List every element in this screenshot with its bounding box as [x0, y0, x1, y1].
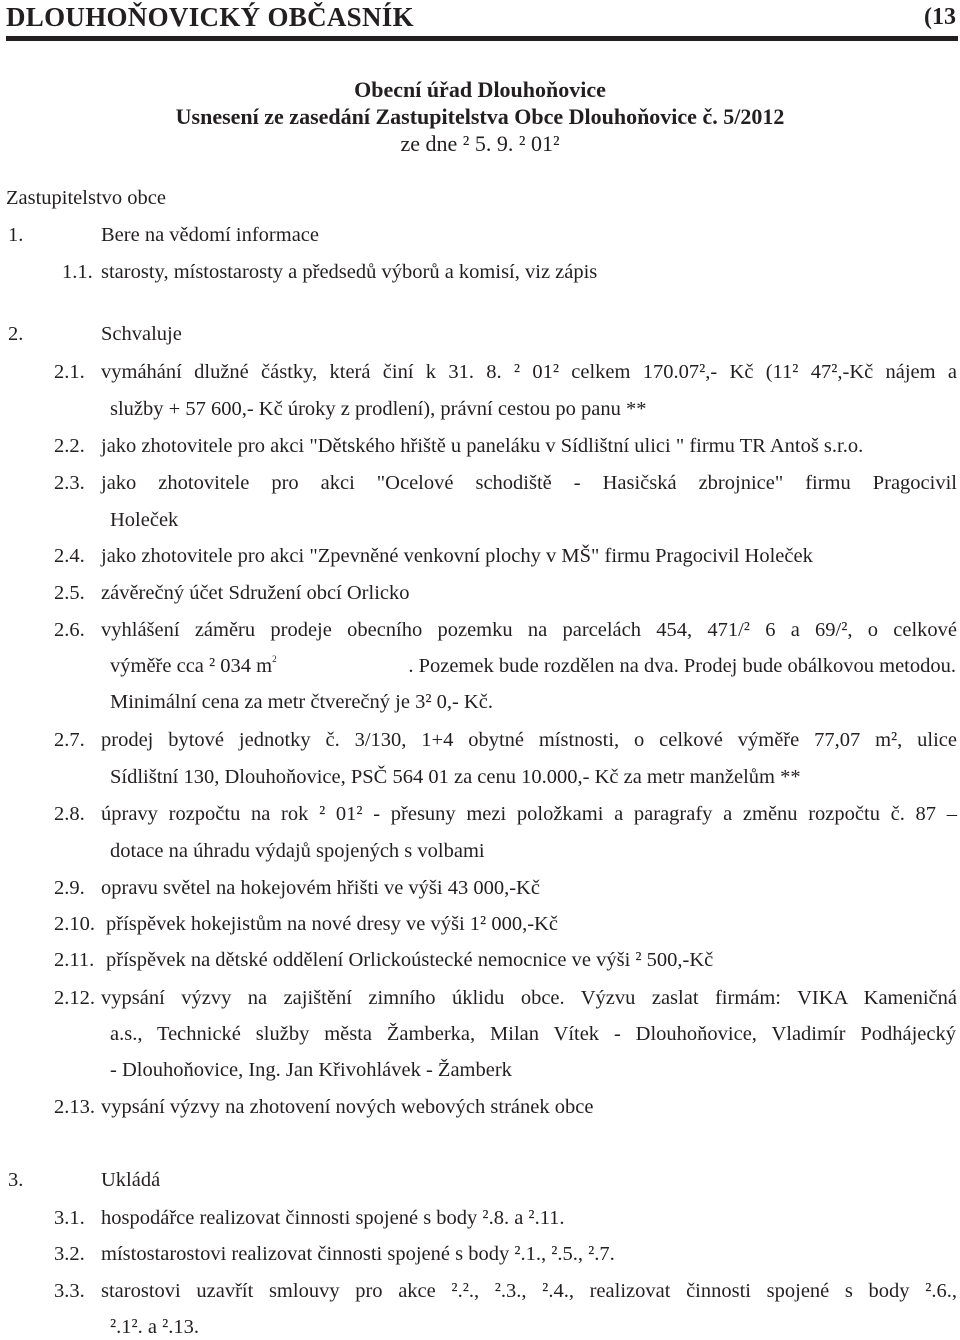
item-2-3-number: 2.3. [54, 472, 85, 494]
item-2-3-line-2: Holeček [110, 509, 179, 531]
item-2-1-line-2: služby + 57 600,- Kč úroky z prodlení), právní cestou po panu ** [110, 398, 647, 420]
item-2-7-number: 2.7. [54, 729, 85, 751]
item-2-6-area-part [110, 653, 277, 679]
item-3-1-number: 3.1. [54, 1207, 85, 1229]
item-2-6-area-text: výměře cca ² 034 m [110, 655, 273, 677]
item-2-6-line-2 [110, 653, 956, 679]
item-2-11-number: 2.11. [54, 949, 95, 971]
item-2-6-rest-part: . Pozemek bude rozdělen na dva. Prodej bude obálkovou metodou. [408, 655, 956, 677]
item-2-6-line-1: vyhlášení záměru prodeje obecního pozemku na parcelách 454, 471/² 6 a 69/², o celkové [101, 619, 957, 641]
item-2-8-line-2: dotace na úhradu výdajů spojených s volbami [110, 840, 485, 862]
item-2-9-line-1: opravu světel na hokejovém hřišti ve výši 43 000,-Kč [101, 877, 540, 899]
item-2-5-number: 2.5. [54, 582, 85, 604]
publication-title: DLOUHOŇOVICKÝ OBČASNÍK [6, 2, 414, 32]
intro-text: Zastupitelstvo obce [6, 187, 166, 209]
item-2-10-number: 2.10. [54, 913, 95, 935]
item-3-3-number: 3.3. [54, 1280, 85, 1302]
item-2-6-line-3: Minimální cena za metr čtverečný je 3² 0,- Kč. [110, 691, 493, 713]
meeting-date: ze dne ² 5. 9. ² 01² [400, 131, 560, 156]
item-2-1-line-1: vymáhání dlužné částky, která činí k 31. 8. ² 01² celkem 170.07²,- Kč (11² 47²,-Kč nájem a [101, 361, 957, 383]
section-1-heading: Bere na vědomí informace [101, 224, 320, 246]
item-2-13-line-1: vypsání výzvy na zhotovení nových webových stránek obce [101, 1096, 594, 1118]
item-3-2-line-1: místostarostovi realizovat činnosti spojené s body ².1., ².5., ².7. [101, 1243, 615, 1265]
item-2-6-number: 2.6. [54, 619, 85, 641]
resolution-title: Usnesení ze zasedání Zastupitelstva Obce Dlouhoňovice č. 5/2012 [175, 104, 785, 129]
item-3-3-line-1: starostovi uzavřít smlouvy pro akce ².²., ².3., ².4., realizovat činnosti spojené s body ².6., [101, 1280, 957, 1302]
item-2-8-number: 2.8. [54, 803, 85, 825]
item-3-2-number: 3.2. [54, 1243, 85, 1265]
item-2-8-line-1: úpravy rozpočtu na rok ² 01² - přesuny mezi položkami a paragrafy a změnu rozpočtu č. 87 – [101, 803, 957, 825]
section-3-number: 3. [8, 1169, 24, 1191]
item-2-10-line-1: příspěvek hokejistům na nové dresy ve výši 1² 000,-Kč [106, 913, 558, 935]
item-2-4-number: 2.4. [54, 545, 85, 567]
resolution-header [0, 76, 960, 157]
section-1-number: 1. [8, 224, 24, 246]
masthead [0, 0, 960, 40]
item-2-1-number: 2.1. [54, 361, 85, 383]
item-2-12-line-3: - Dlouhoňovice, Ing. Jan Křivohlávek - Žamberk [110, 1059, 512, 1081]
item-2-13-number: 2.13. [54, 1096, 95, 1118]
item-2-2-number: 2.2. [54, 435, 85, 457]
item-2-12-line-2: a.s., Technické služby města Žamberka, Milan Vítek - Dlouhoňovice, Vladimír Podhájecký [110, 1023, 956, 1045]
item-3-3-line-2: ².1². a ².13. [110, 1316, 200, 1338]
item-2-2-line-1: jako zhotovitele pro akci "Dětského hřiště u paneláku v Sídlištní ulici " firmu TR Antoš s.r.o. [101, 435, 864, 457]
section-2-heading: Schvaluje [101, 323, 182, 345]
item-2-7-line-1: prodej bytové jednotky č. 3/130, 1+4 obytné místnosti, o celkové výměře 77,07 m², ulice [101, 729, 957, 751]
item-3-1-line-1: hospodářce realizovat činnosti spojené s body ².8. a ².11. [101, 1207, 565, 1229]
item-2-7-line-2: Sídlištní 130, Dlouhoňovice, PSČ 564 01 za cenu 10.000,- Kč za metr manželům ** [110, 766, 801, 788]
masthead-rule [6, 36, 958, 41]
item-2-12-number: 2.12. [54, 987, 95, 1009]
section-2-number: 2. [8, 323, 24, 345]
page-number: (13 [924, 4, 956, 30]
office-name: Obecní úřad Dlouhoňovice [354, 77, 606, 102]
item-2-5-line-1: závěrečný účet Sdružení obcí Orlicko [101, 582, 410, 604]
item-2-6-superscript: 2 [272, 654, 277, 664]
item-2-3-line-1: jako zhotovitele pro akci "Ocelové schodiště - Hasičská zbrojnice" firmu Pragocivil [101, 472, 957, 494]
item-2-11-line-1: příspěvek na dětské oddělení Orlickoústecké nemocnice ve výši ² 500,-Kč [106, 949, 714, 971]
item-1-1-number: 1.1. [62, 261, 93, 283]
item-1-1-text: starosty, místostarosty a předsedů výborů a komisí, viz zápis [101, 261, 598, 283]
section-3-heading: Ukládá [101, 1169, 161, 1191]
item-2-9-number: 2.9. [54, 877, 85, 899]
item-2-12-line-1: vypsání výzvy na zajištění zimního úklidu obce. Výzvu zaslat firmám: VIKA Kameničná [101, 987, 957, 1009]
item-2-4-line-1: jako zhotovitele pro akci "Zpevněné venkovní plochy v MŠ" firmu Pragocivil Holeček [101, 545, 813, 567]
